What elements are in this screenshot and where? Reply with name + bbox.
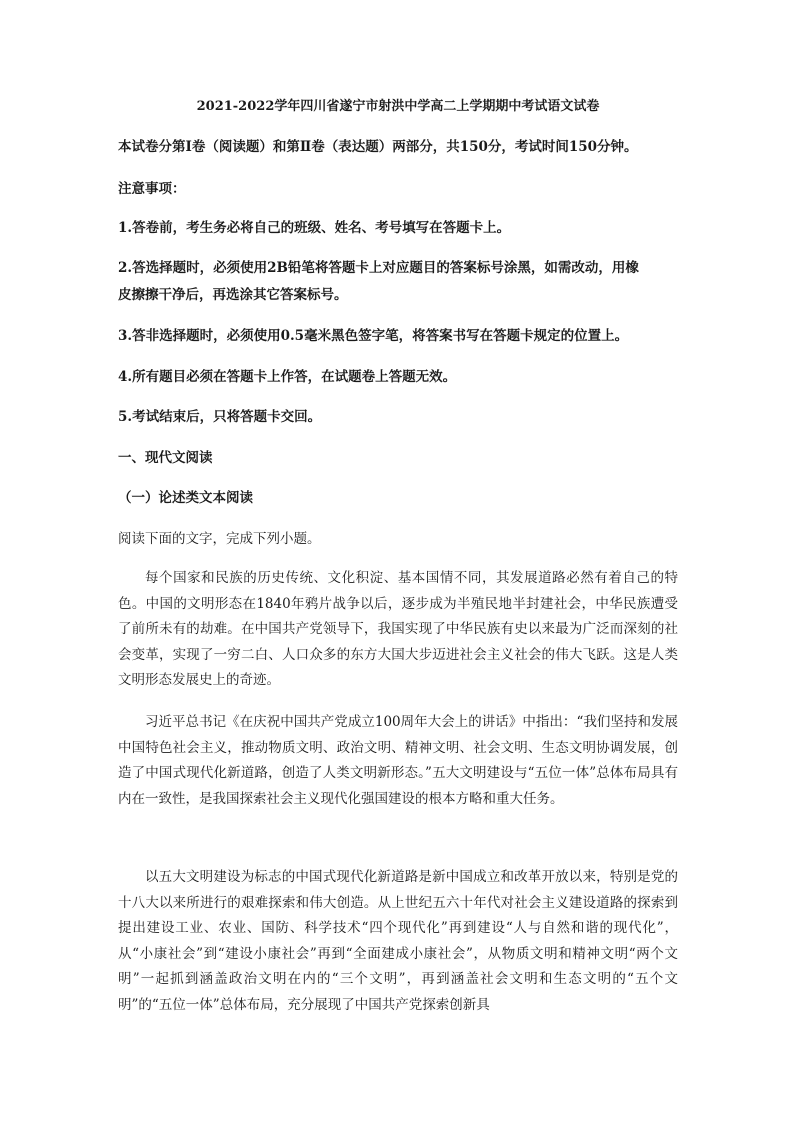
notice-item: 4.所有题目必须在答题卡上作答，在试题卷上答题无效。: [118, 369, 457, 385]
notice-heading: 注意事项：: [118, 181, 186, 197]
notice-item-continuation: 皮擦擦干净后，再选涂其它答案标号。: [118, 287, 348, 303]
section-heading: 一、现代文阅读: [118, 450, 213, 466]
notice-item: 3.答非选择题时，必须使用0.5毫米黑色签字笔，将答案书写在答题卡规定的位置上。: [118, 328, 629, 344]
notice-item: 2.答选择题时，必须使用2B铅笔将答题卡上对应题目的答案标号涂黑，如需改动，用橡: [118, 260, 639, 276]
body-paragraph: 每个国家和民族的历史传统、文化积淀、基本国情不同，其发展道路必然有着自己的特色。中国的文明形态在1840年鸦片战争以后，逐步成为半殖民地半封建社会，中华民族遭受了前所未有的劫难。在中国共产党领导下，我国实现了中华民族有史以来最为广泛而深刻的社会变革，实现了一穷二白、人口众多的东方大国大步迈进社会主义社会的伟大飞跃。这是人类文明形态发展史上的奇迹。: [118, 570, 678, 689]
exam-intro: 本试卷分第Ⅰ卷（阅读题）和第Ⅱ卷（表达题）两部分，共150分，考试时间150分钟。: [118, 139, 638, 155]
page-title: 2021-2022学年四川省遂宁市射洪中学高二上学期期中考试语文试卷: [196, 99, 600, 114]
body-paragraph: 习近平总书记《在庆祝中国共产党成立100周年大会上的讲话》中指出：“我们坚持和发展中国特色社会主义，推动物质文明、政治文明、精神文明、社会文明、生态文明协调发展，创造了中国式现代化新道路，创造了人类文明新形态。”五大文明建设与“五位一体”总体布局具有内在一致性，是我国探索社会主义现代化强国建设的根本方略和重大任务。: [118, 714, 678, 807]
subsection-heading: （一）论述类文本阅读: [118, 490, 253, 506]
reading-instruction: 阅读下面的文字，完成下列小题。: [118, 531, 321, 547]
notice-item: 5.考试结束后，只将答题卡交回。: [118, 409, 322, 425]
body-paragraph: 以五大文明建设为标志的中国式现代化新道路是新中国成立和改革开放以来，特别是党的十八大以来所进行的艰难探索和伟大创造。从上世纪五六十年代对社会主义建设道路的探索到提出建设工业、农业、国防、科学技术“四个现代化”再到建设“人与自然和谐的现代化”，从“小康社会”到“建设小康社会”再到“全面建成小康社会”，从物质文明和精神文明“两个文明”一起抓到涵盖政治文明在内的“三个文明”，再到涵盖社会文明和生态文明的“五个文明”的“五位一体”总体布局，充分展现了中国共产党探索创新具: [118, 869, 678, 1013]
notice-item: 1.答卷前，考生务必将自己的班级、姓名、考号填写在答题卡上。: [118, 220, 511, 236]
